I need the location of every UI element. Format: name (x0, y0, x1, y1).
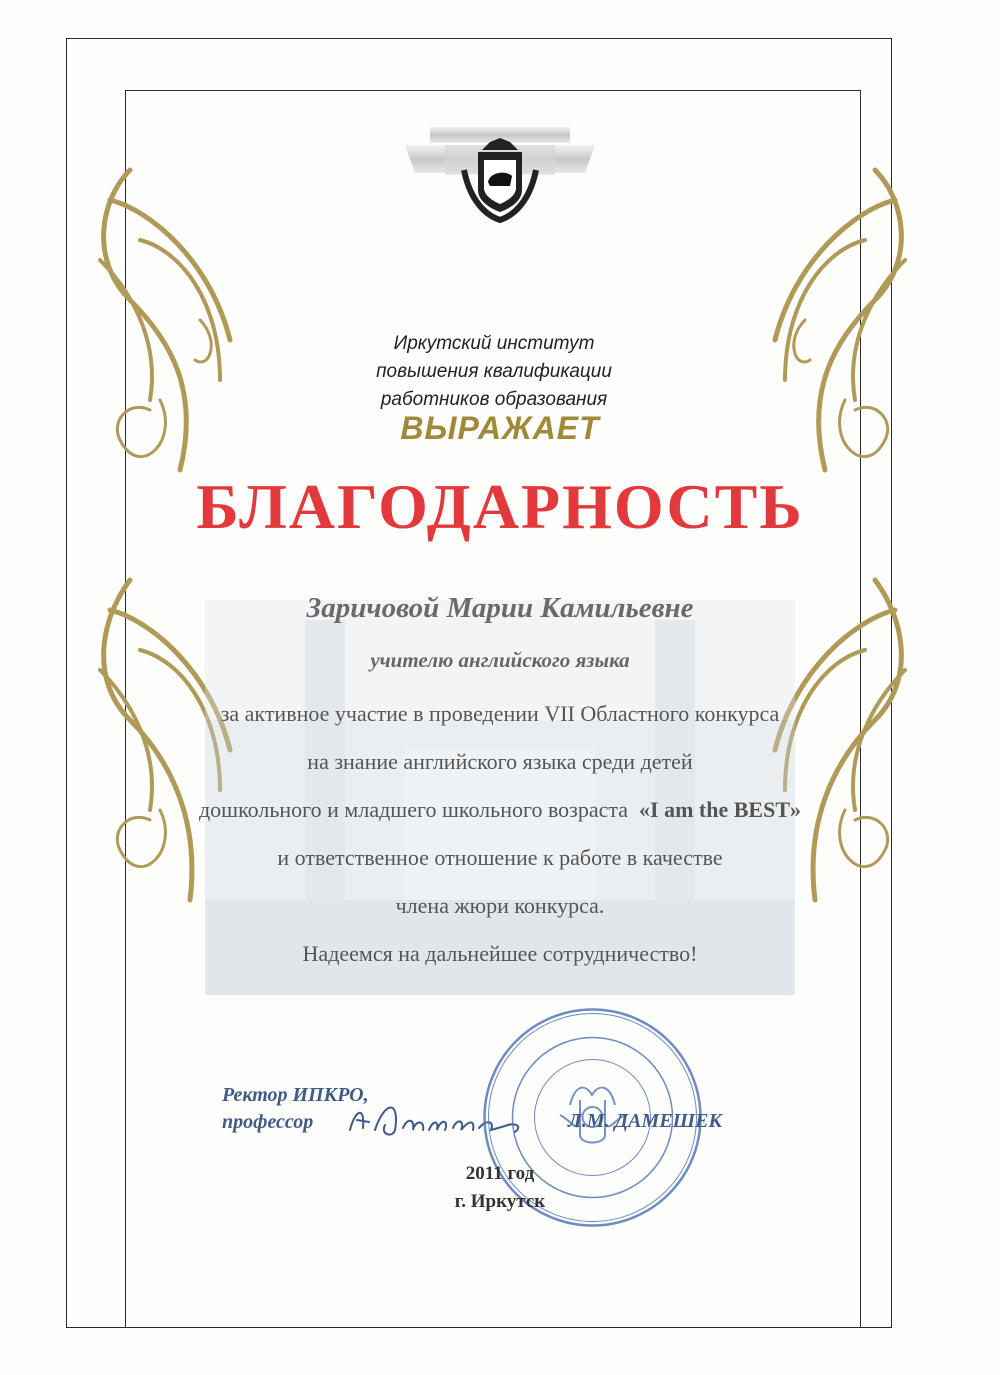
citation-line-3-prefix: дошкольного и младшего школьного возраста (198, 797, 629, 822)
citation-line-3 (0, 786, 1000, 834)
recipient-name: Заричовой Марии Камильевне (306, 592, 694, 624)
expresses-heading: ВЫРАЖАЕТ (400, 410, 600, 446)
footer (400, 1160, 600, 1216)
institute-line-1: Иркутский институт (393, 333, 595, 354)
footer-city: г. Иркутск (454, 1191, 546, 1212)
citation-line-4: и ответственное отношение к работе в качестве (277, 845, 723, 870)
signatory-title-line-1: Ректор ИПКРО, (222, 1084, 369, 1106)
institute-name (0, 330, 1000, 414)
citation-line-1: за активное участие в проведении VII Областного конкурса (220, 701, 780, 726)
contest-title: «I am the BEST» (639, 797, 802, 822)
citation-line-2: на знание английского языка среди детей (307, 749, 693, 774)
coat-of-arms-emblem (400, 125, 600, 225)
signatory-title-line-2: профессор (222, 1111, 314, 1133)
footer-year: 2011 год (465, 1163, 535, 1184)
signatory-name: Л.М. ДАМЕШЕК (568, 1110, 723, 1132)
gratitude-title: БЛАГОДАРНОСТЬ (196, 471, 804, 542)
institute-line-2: повышения квалификации (376, 361, 612, 382)
citation-text (0, 690, 1000, 978)
recipient-position: учителю английского языка (370, 648, 630, 672)
citation-line-6: Надеемся на дальнейшее сотрудничество! (302, 941, 698, 966)
citation-line-5: члена жюри конкурса. (395, 893, 605, 918)
institute-line-3: работников образования (380, 389, 608, 410)
